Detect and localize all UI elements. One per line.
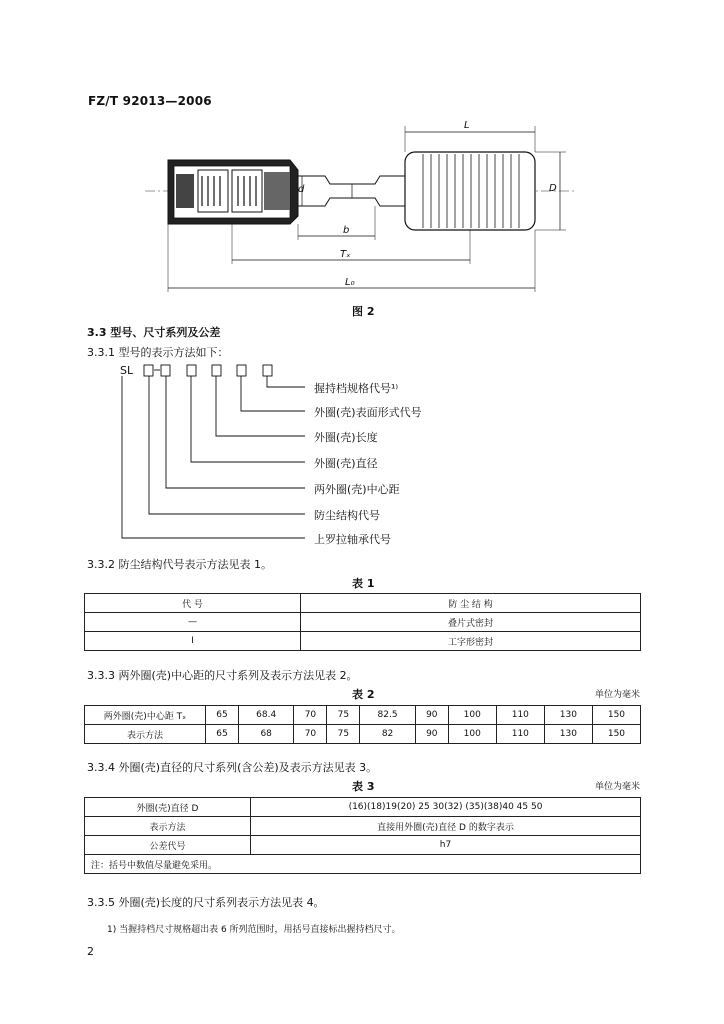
table1-cell: 叠片式密封: [301, 613, 641, 632]
table2-cell: 82: [360, 725, 416, 744]
table2-title: 表 2: [352, 688, 375, 701]
roller-bearing-drawing: [140, 118, 580, 298]
table2-row-label: 表示方法: [85, 725, 206, 744]
table3-cell: 直接用外圈(壳)直径 D 的数字表示: [251, 817, 641, 836]
table2-cell: 130: [544, 725, 592, 744]
model-label-2: 外圈(壳)表面形式代号: [314, 406, 422, 419]
table2-row-label: 两外圈(壳)中心距 Tₓ: [85, 706, 206, 725]
dim-label-L: L: [464, 120, 470, 131]
table1-title: 表 1: [352, 577, 375, 590]
section-3-3-1: 3.3.1 型号的表示方法如下：: [87, 346, 229, 359]
table2-cell: 65: [206, 725, 239, 744]
table-2: [84, 705, 641, 744]
table2-cell: 75: [327, 725, 360, 744]
table3-cell: (16)(18)19(20) 25 30(32) (35)(38)40 45 50: [251, 798, 641, 817]
table2-cell: 75: [327, 706, 360, 725]
table2-cell: 90: [415, 706, 448, 725]
table2-cell: 68: [238, 725, 294, 744]
table3-note: 注：括号中数值尽量避免采用。: [85, 855, 641, 874]
dim-label-b: b: [343, 225, 350, 236]
table3-row-label: 公差代号: [85, 836, 251, 855]
table2-cell: 68.4: [238, 706, 294, 725]
table2-cell: 150: [592, 706, 640, 725]
model-label-1: 握持档规格代号¹⁾: [314, 382, 399, 395]
section-3-3: 3.3 型号、尺寸系列及公差: [87, 326, 221, 339]
table3-unit: 单位为毫米: [594, 782, 640, 792]
table2-cell: 150: [592, 725, 640, 744]
table1-cell: 工字形密封: [301, 632, 641, 651]
page-number: 2: [87, 945, 94, 958]
table2-cell: 100: [448, 725, 496, 744]
dim-label-d: d: [298, 184, 305, 195]
model-prefix: SL: [120, 364, 134, 377]
table-1: [84, 593, 641, 651]
dim-label-l0: L₀: [345, 277, 355, 288]
section-3-3-4: 3.3.4 外圈(壳)直径的尺寸系列(含公差)及表示方法见表 3。: [87, 761, 378, 774]
model-label-7: 上罗拉轴承代号: [314, 533, 391, 546]
table3-row-label: 表示方法: [85, 817, 251, 836]
table1-cell: —: [85, 613, 301, 632]
table2-cell: 82.5: [360, 706, 416, 725]
table2-cell: 100: [448, 706, 496, 725]
table1-header-structure: 防 尘 结 构: [301, 594, 641, 613]
table2-cell: 110: [496, 725, 544, 744]
table2-cell: 70: [294, 725, 327, 744]
dim-label-tx: Tₓ: [340, 249, 351, 260]
table2-cell: 90: [415, 725, 448, 744]
table1-cell: I: [85, 632, 301, 651]
table2-unit: 单位为毫米: [594, 690, 640, 700]
document-header: FZ/T 92013—2006: [88, 94, 212, 108]
table2-cell: 70: [294, 706, 327, 725]
section-3-3-5: 3.3.5 外圈(壳)长度的尺寸系列表示方法见表 4。: [87, 896, 325, 909]
section-3-3-2: 3.3.2 防尘结构代号表示方法见表 1。: [87, 558, 272, 571]
table1-header-code: 代 号: [85, 594, 301, 613]
table3-row-label: 外圈(壳)直径 D: [85, 798, 251, 817]
table3-title: 表 3: [352, 780, 375, 793]
dim-label-D: D: [549, 183, 557, 194]
model-label-4: 外圈(壳)直径: [314, 457, 378, 470]
footnote: 1) 当握持档尺寸规格超出表 6 所列范围时，用括号直接标出握持档尺寸。: [107, 925, 401, 935]
model-label-3: 外圈(壳)长度: [314, 431, 378, 444]
table3-cell: h7: [251, 836, 641, 855]
section-3-3-3: 3.3.3 两外圈(壳)中心距的尺寸系列及表示方法见表 2。: [87, 669, 358, 682]
model-label-6: 防尘结构代号: [314, 509, 380, 522]
table2-cell: 110: [496, 706, 544, 725]
table-3: [84, 797, 641, 874]
table2-cell: 65: [206, 706, 239, 725]
figure-caption: 图 2: [352, 305, 375, 318]
model-code-diagram: [115, 362, 315, 542]
model-label-5: 两外圈(壳)中心距: [314, 483, 400, 496]
table2-cell: 130: [544, 706, 592, 725]
